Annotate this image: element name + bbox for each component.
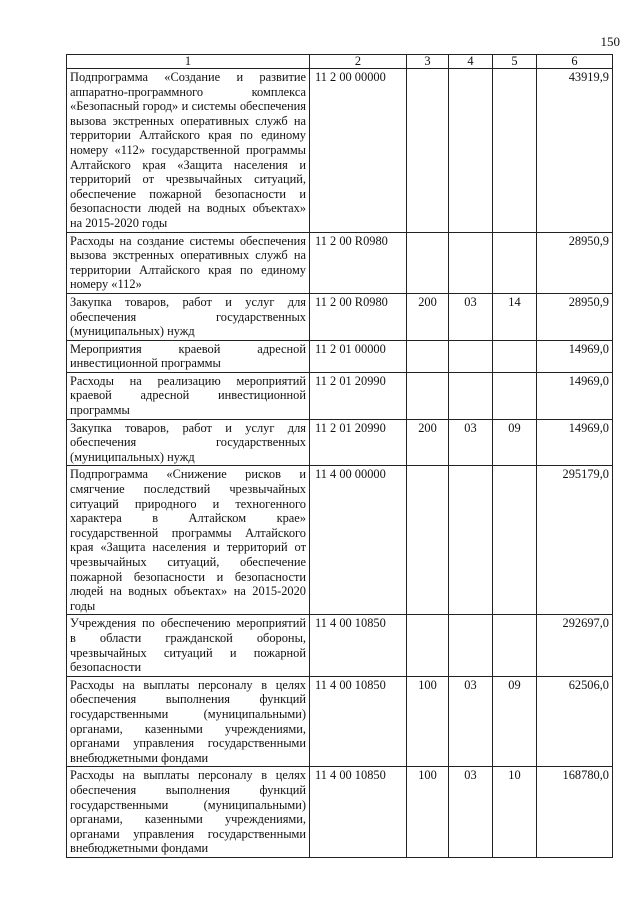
row-amount: 295179,0 [537,466,613,615]
table-row [67,466,613,615]
row-amount: 292697,0 [537,615,613,676]
row-col-3: 100 [407,676,449,767]
header-col-6: 6 [537,55,613,69]
row-amount: 14969,0 [537,340,613,372]
row-col-4: 03 [449,293,493,340]
row-name: Подпрограмма «Снижение рисков и смягчение последствий чрезвычайных ситуаций природного и техногенного характера в Алтайском крае» государственной программы Алтайского края «Защита населения и территорий от чрезвычайных ситуаций, обеспечение пожарной безопасности и безопасности людей на водных объектах» на 2015-2020 годы [67,466,310,615]
row-code: 11 4 00 10850 [310,615,407,676]
table-row [67,340,613,372]
row-col-5 [493,466,537,615]
row-code: 11 2 01 20990 [310,419,407,466]
row-amount: 28950,9 [537,293,613,340]
row-name: Расходы на выплаты персоналу в целях обеспечения выполнения функций государственными (муниципальными) органами, казенными учреждениями, органами управления государственными внебюджетными фондами [67,676,310,767]
row-col-5: 14 [493,293,537,340]
row-col-4: 03 [449,419,493,466]
header-col-1: 1 [67,55,310,69]
budget-table [66,54,613,858]
row-col-3 [407,615,449,676]
page-number: 150 [600,34,620,49]
table-row [67,767,613,858]
row-name: Расходы на создание системы обеспечения вызова экстренных оперативных служб на территории Алтайского края по единому номеру «112» [67,232,310,293]
row-code: 11 2 00 R0980 [310,232,407,293]
row-amount: 28950,9 [537,232,613,293]
row-name: Мероприятия краевой адресной инвестиционной программы [67,340,310,372]
row-col-4: 03 [449,676,493,767]
row-col-4 [449,372,493,419]
row-col-4 [449,340,493,372]
row-col-3 [407,69,449,233]
row-name: Учреждения по обеспечению мероприятий в области гражданской обороны, чрезвычайных ситуаций и пожарной безопасности [67,615,310,676]
row-col-5 [493,340,537,372]
table-row [67,615,613,676]
row-col-5 [493,615,537,676]
row-name: Расходы на выплаты персоналу в целях обеспечения выполнения функций государственными (муниципальными) органами, казенными учреждениями, органами управления государственными внебюджетными фондами [67,767,310,858]
table-row [67,232,613,293]
row-col-3: 200 [407,293,449,340]
table-row [67,372,613,419]
row-col-5: 09 [493,419,537,466]
row-col-3: 100 [407,767,449,858]
row-code: 11 2 01 00000 [310,340,407,372]
row-amount: 14969,0 [537,419,613,466]
table-header-row [67,55,613,69]
row-code: 11 2 00 R0980 [310,293,407,340]
row-code: 11 4 00 00000 [310,466,407,615]
row-col-5: 09 [493,676,537,767]
row-name: Закупка товаров, работ и услуг для обеспечения государственных (муниципальных) нужд [67,293,310,340]
row-col-5 [493,232,537,293]
row-code: 11 2 01 20990 [310,372,407,419]
row-col-5: 10 [493,767,537,858]
header-col-2: 2 [310,55,407,69]
row-col-5 [493,69,537,233]
row-col-4 [449,69,493,233]
row-col-4 [449,466,493,615]
row-amount: 168780,0 [537,767,613,858]
header-col-4: 4 [449,55,493,69]
row-col-3 [407,372,449,419]
table-row [67,69,613,233]
row-col-4 [449,232,493,293]
row-col-3 [407,466,449,615]
row-amount: 43919,9 [537,69,613,233]
row-code: 11 4 00 10850 [310,767,407,858]
row-col-4: 03 [449,767,493,858]
row-code: 11 4 00 10850 [310,676,407,767]
row-col-3: 200 [407,419,449,466]
header-col-5: 5 [493,55,537,69]
table-row [67,419,613,466]
row-col-3 [407,232,449,293]
row-col-4 [449,615,493,676]
row-name: Закупка товаров, работ и услуг для обеспечения государственных (муниципальных) нужд [67,419,310,466]
row-amount: 14969,0 [537,372,613,419]
row-code: 11 2 00 00000 [310,69,407,233]
row-name: Подпрограмма «Создание и развитие аппаратно-программного комплекса «Безопасный город» и системы обеспечения вызова экстренных оперативных служб на территории Алтайского края по единому номеру «112» государственной программы Алтайского края «Защита населения и территорий от чрезвычайных ситуаций, обеспечение пожарной безопасности и безопасности людей на водных объектах» на 2015-2020 годы [67,69,310,233]
table-row [67,676,613,767]
table-row [67,293,613,340]
row-amount: 62506,0 [537,676,613,767]
row-name: Расходы на реализацию мероприятий краевой адресной инвестиционной программы [67,372,310,419]
row-col-5 [493,372,537,419]
row-col-3 [407,340,449,372]
header-col-3: 3 [407,55,449,69]
